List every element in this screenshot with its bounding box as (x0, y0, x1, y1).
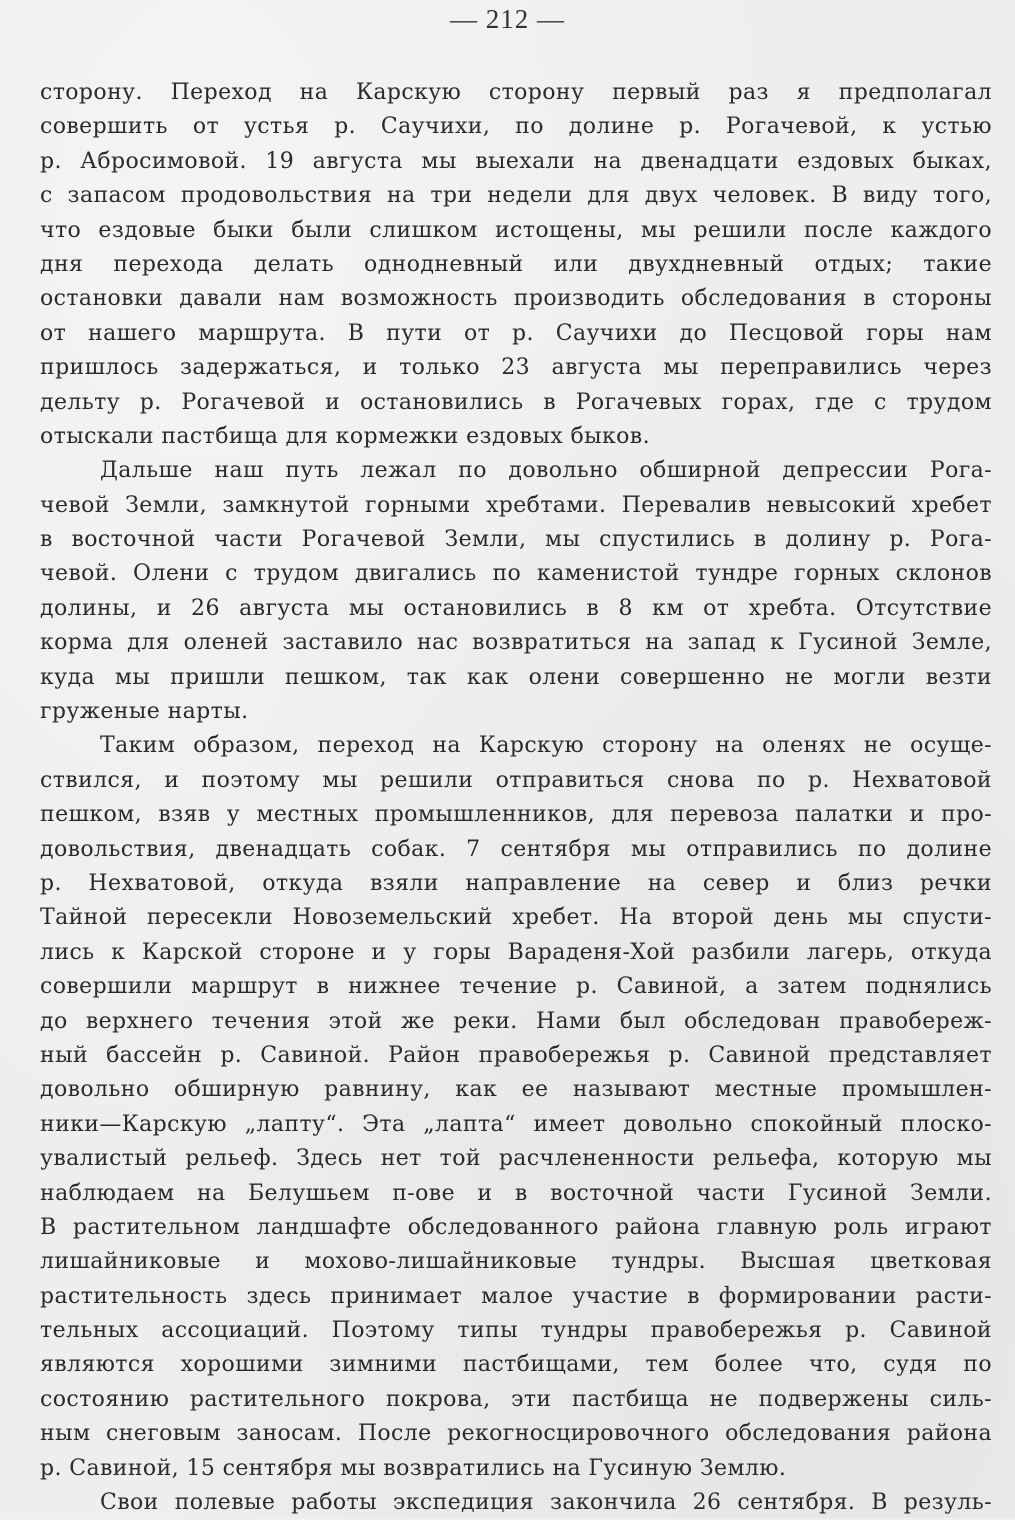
text-line: сторону. Переход на Карскую сторону первый раз я предполагал (40, 80, 992, 105)
text-line: пришлось задержаться, и только 23 августа мы переправились через (40, 355, 992, 381)
text-line: В растительном ландшафте обследованного района главную роль играют (40, 1214, 992, 1240)
text-line: довольствия, двенадцать собак. 7 сентября мы отправились по долине (40, 836, 992, 862)
text-line: груженые нарты. (40, 699, 249, 725)
text-line: наблюдаем на Белушьем п-ове и в восточной части Гусиной Земли. (40, 1180, 992, 1206)
text-line: состоянию растительного покрова, эти пастбища не подвержены силь- (40, 1386, 992, 1412)
text-line: довольно обширную равнину, как ее называют местные промышлен- (40, 1077, 992, 1103)
text-line: совершить от устья р. Саучихи, по долине р. Рогачевой, к устью (40, 114, 992, 140)
text-line: ным снеговым заносам. После рекогносцировочного обследования района (40, 1421, 992, 1447)
text-line: до верхнего течения этой же реки. Нами был обследован правобереж- (40, 1008, 992, 1034)
text-line: р. Нехватовой, откуда взяли направление на север и близ речки (40, 870, 992, 896)
body-text (40, 76, 992, 1520)
text-line: Свои полевые работы экспедиция закончила 26 сентября. В резуль- (100, 1490, 992, 1516)
text-line: в восточной части Рогачевой Земли, мы спустились в долину р. Рога- (40, 527, 992, 553)
text-line: от нашего маршрута. В пути от р. Саучихи до Песцовой горы нам (40, 320, 992, 346)
text-line: Тайной пересекли Новоземельский хребет. На второй день мы спусти- (40, 905, 992, 931)
text-line: пешком, взяв у местных промышленников, для перевоза палатки и про- (40, 802, 992, 828)
text-line: Таким образом, переход на Карскую сторону на оленях не осуще- (100, 733, 992, 759)
text-line: отыскали пастбища для кормежки ездовых быков. (40, 423, 650, 449)
text-line: куда мы пришли пешком, так как олени совершенно не могли везти (40, 664, 992, 690)
text-line: тельных ассоциаций. Поэтому типы тундры правобережья р. Савиной (40, 1318, 992, 1344)
text-line: с запасом продовольствия на три недели для двух человек. В виду того, (40, 183, 992, 209)
text-line: являются хорошими зимними пастбищами, тем более что, судя по (40, 1352, 992, 1378)
text-line: дельту р. Рогачевой и остановились в Рогачевых горах, где с трудом (40, 389, 992, 415)
text-line: Дальше наш путь лежал по довольно обширной депрессии Рога- (100, 458, 992, 484)
text-line: чевой. Олени с трудом двигались по каменистой тундре горных склонов (40, 561, 992, 587)
page-number: — 212 — (450, 4, 565, 34)
text-line: р. Абросимовой. 19 августа мы выехали на двенадцати ездовых быках, (40, 148, 992, 174)
text-line: увалистый рельеф. Здесь нет той расчлененности рельефа, которую мы (40, 1146, 992, 1172)
text-line: лись к Карской стороне и у горы Вараденя-Хой разбили лагерь, откуда (40, 939, 992, 965)
text-line: остановки давали нам возможность производить обследования в стороны (40, 286, 992, 312)
text-line: чевой Земли, замкнутой горными хребтами. Перевалив невысокий хребет (40, 492, 992, 518)
text-line: р. Савиной, 15 сентября мы возвратились на Гусиную Землю. (40, 1455, 787, 1481)
text-line: дня перехода делать однодневный или двухдневный отдых; такие (40, 251, 992, 277)
text-line: корма для оленей заставило нас возвратиться на запад к Гусиной Земле, (40, 630, 992, 656)
text-line: ствился, и поэтому мы решили отправиться снова по р. Нехватовой (40, 767, 992, 793)
text-line: долины, и 26 августа мы остановились в 8 км от хребта. Отсутствие (40, 595, 992, 621)
text-line: ники—Карскую „лапту“. Эта „лапта“ имеет довольно спокойный плоско- (40, 1111, 992, 1137)
text-line: совершили маршрут в нижнее течение р. Савиной, а затем поднялись (40, 974, 992, 1000)
text-line: растительность здесь принимает малое участие в формировании расти- (40, 1283, 992, 1309)
text-line: что ездовые быки были слишком истощены, мы решили после каждого (40, 217, 992, 243)
text-line: лишайниковые и мохово-лишайниковые тундры. Высшая цветковая (40, 1249, 992, 1275)
text-line: ный бассейн р. Савиной. Район правобережья р. Савиной представляет (40, 1042, 992, 1068)
